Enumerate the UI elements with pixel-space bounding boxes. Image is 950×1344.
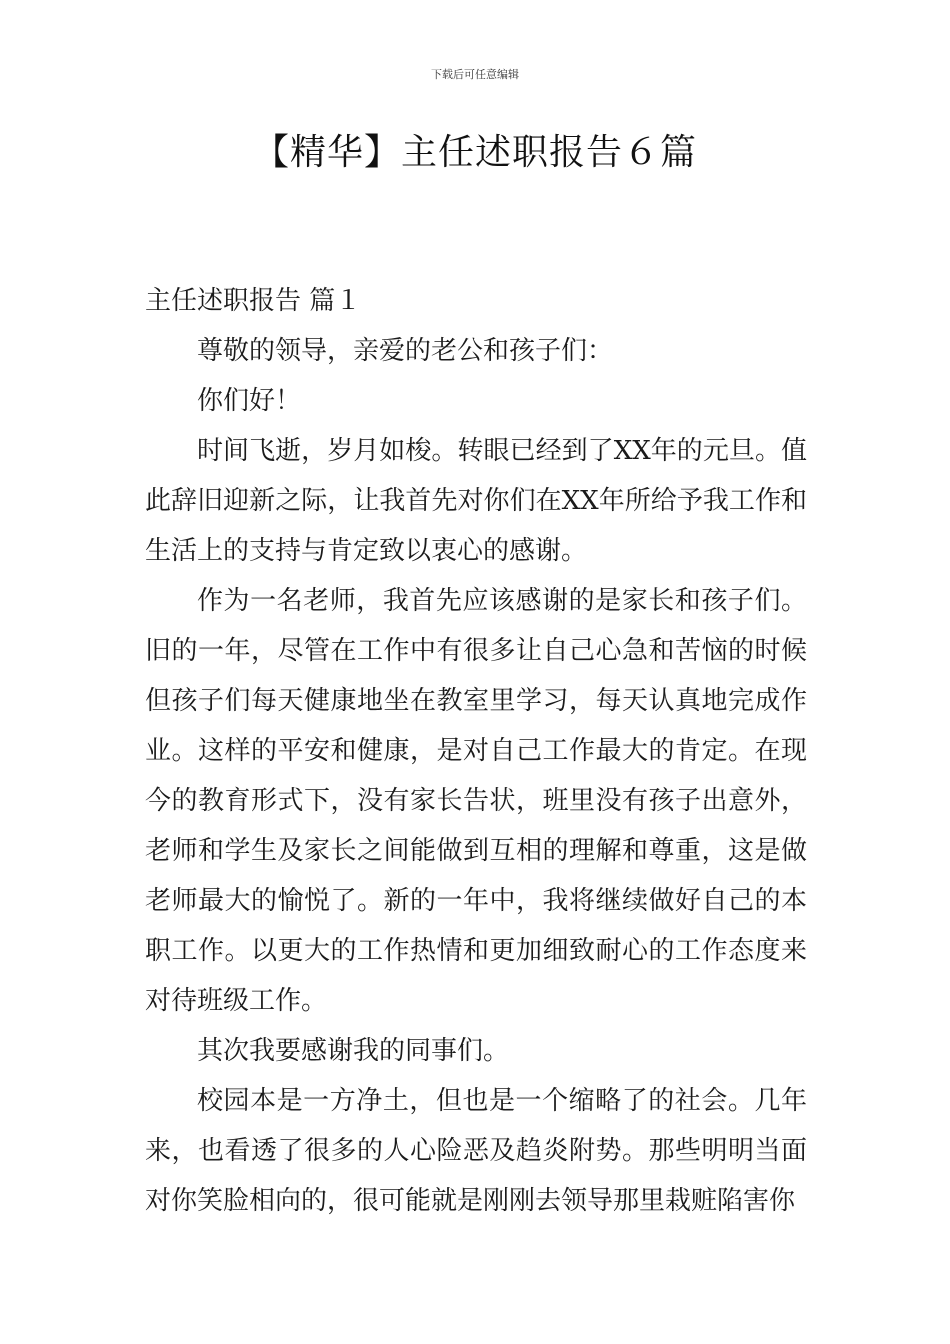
document-body [145, 276, 807, 1226]
header-note: 下载后可任意编辑 [431, 68, 519, 81]
paragraph-thanks-colleagues: 其次我要感谢我的同事们。 [197, 1036, 510, 1066]
paragraph-salutation: 尊敬的领导，亲爱的老公和孩子们： [197, 336, 614, 366]
paragraph-new-year: 时间飞逝，岁月如梭。转眼已经到了XX年的元旦。值此辞旧迎新之际，让我首先对你们在XX年所给予我工作和生活上的支持与肯定致以衷心的感谢。 [145, 436, 807, 566]
paragraph-thanks-parents: 作为一名老师，我首先应该感谢的是家长和孩子们。旧的一年，尽管在工作中有很多让自己心急和苦恼的时候但孩子们每天健康地坐在教室里学习，每天认真地完成作业。这样的平安和健康，是对自己工作最大的肯定。在现今的教育形式下，没有家长告状，班里没有孩子出意外，老师和学生及家长之间能做到互相的理解和尊重，这是做老师最大的愉悦了。新的一年中，我将继续做好自己的本职工作。以更大的工作热情和更加细致耐心的工作态度来对待班级工作。 [145, 586, 807, 1016]
paragraph-campus: 校园本是一方净土，但也是一个缩略了的社会。几年来，也看透了很多的人心险恶及趋炎附势。那些明明当面对你笑脸相向的，很可能就是刚刚去领导那里栽赃陷害你 [145, 1086, 807, 1216]
paragraph-greeting: 你们好！ [197, 386, 302, 416]
section-heading: 主任述职报告 篇１ [145, 286, 362, 316]
document-title: 【精华】主任述职报告６篇 [252, 132, 697, 173]
